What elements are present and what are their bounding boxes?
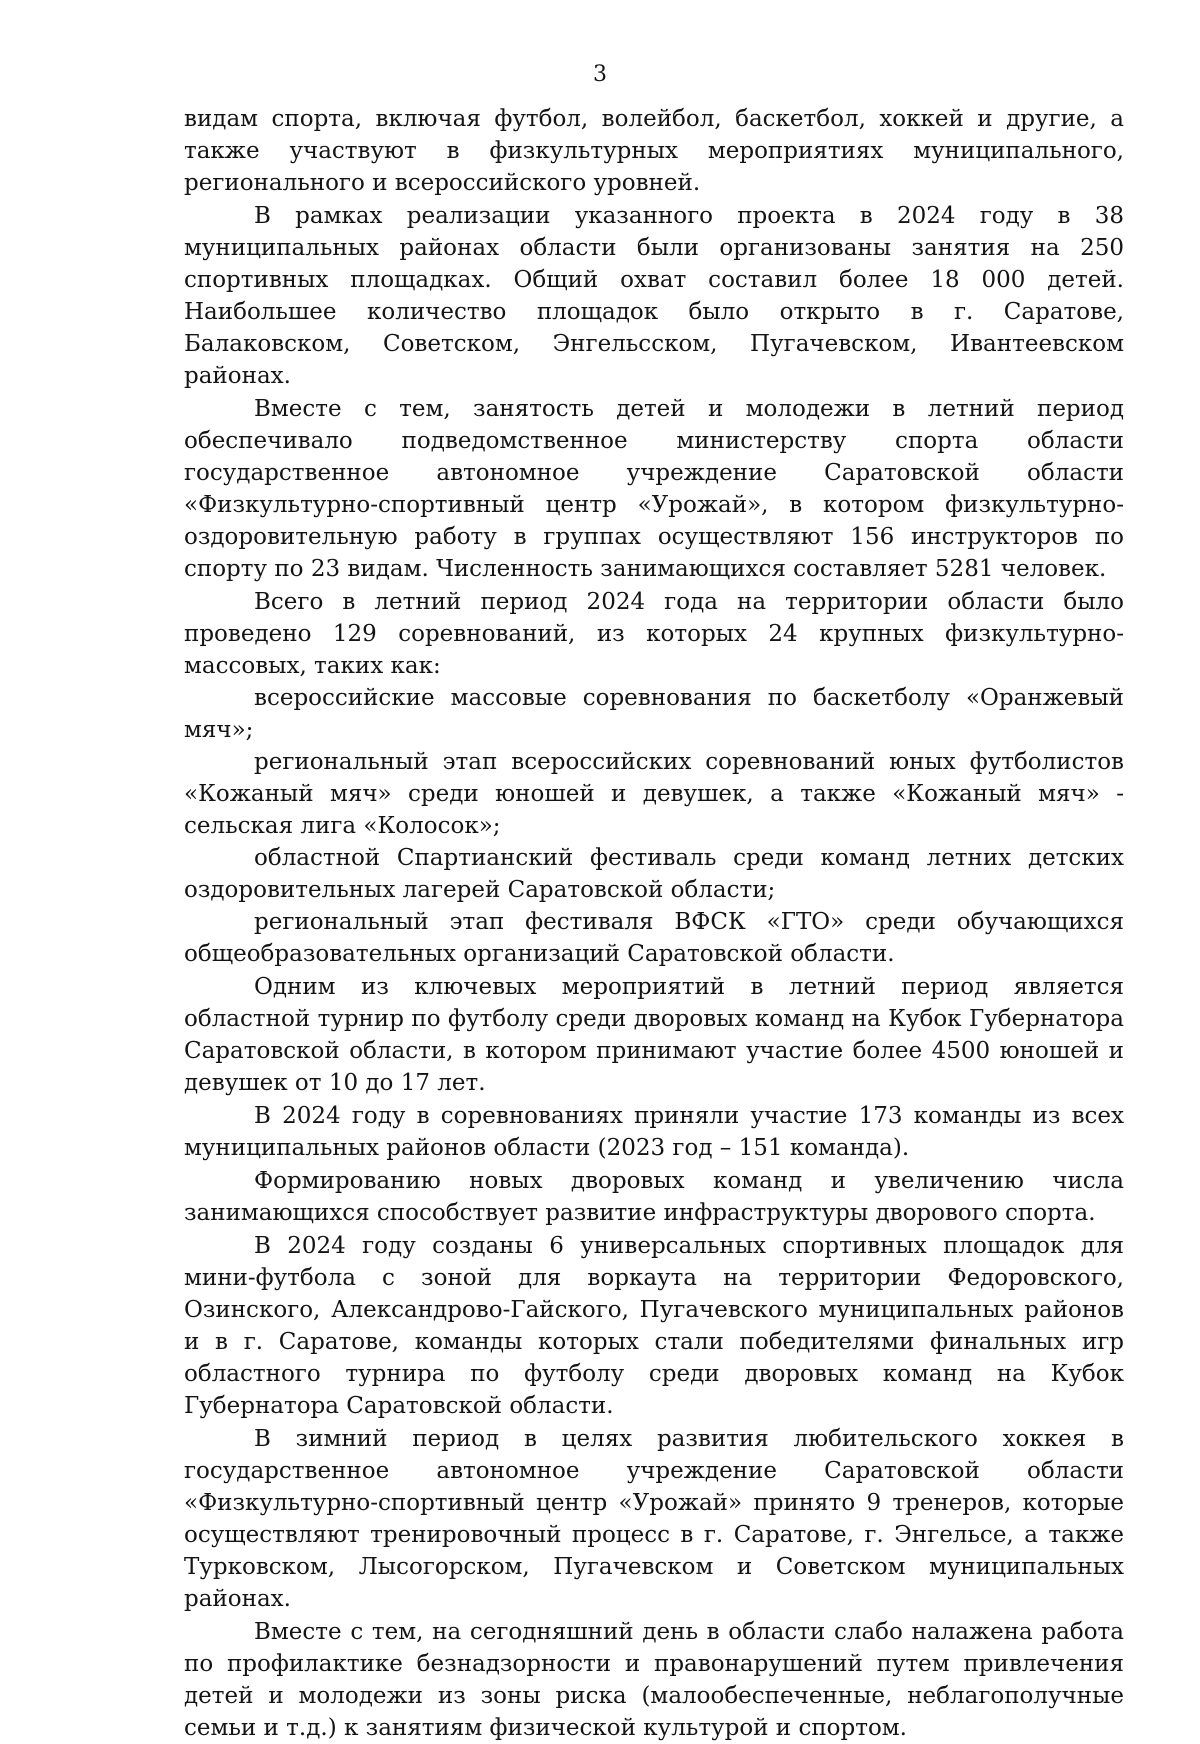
list-item-gto-festival: региональный этап фестиваля ВФСК «ГТО» среди обучающихся общеобразовательных организаций Саратовской области. bbox=[184, 909, 1124, 967]
document-body bbox=[184, 103, 1124, 1744]
list-item-orange-ball: всероссийские массовые соревнования по баскетболу «Оранжевый мяч»; bbox=[184, 685, 1124, 743]
list-item-spartian-festival: областной Спартианский фестиваль среди команд летних детских оздоровительных лагерей Саратовской области; bbox=[184, 845, 1124, 903]
paragraph-urozhai-center: Вместе с тем, занятость детей и молодежи в летний период обеспечивало подведомственное министерству спорта области государственное автономное учреждение Саратовской области «Физкультурно-спортивный центр «Урожай», в котором физкультурно-оздоровительную работу в группах осуществляют 156 инструкторов по спорту по 23 видам. Численность занимающихся составляет 5281 человек. bbox=[184, 396, 1124, 582]
paragraph-governor-cup: Одним из ключевых мероприятий в летний период является областной турнир по футболу среди дворовых команд на Кубок Губернатора Саратовской области, в котором принимают участие более 4500 юношей и девушек от 10 до 17 лет. bbox=[184, 974, 1124, 1096]
paragraph-hockey-coaches: В зимний период в целях развития любительского хоккея в государственное автономное учреждение Саратовской области «Физкультурно-спортивный центр «Урожай» принято 9 тренеров, которые осуществляют тренировочный процесс в г. Саратове, г. Энгельсе, а также Турковском, Лысогорском, Пугачевском и Советском муниципальных районах. bbox=[184, 1426, 1124, 1612]
paragraph-prevention-issues: Вместе с тем, на сегодняшний день в области слабо налажена работа по профилактике безнадзорности и правонарушений путем привлечения детей и молодежи из зоны риска (малообеспеченные, неблагополучные семьи и т.д.) к занятиям физической культурой и спортом. bbox=[184, 1619, 1124, 1741]
paragraph-new-fields: В 2024 году созданы 6 универсальных спортивных площадок для мини-футбола с зоной для воркаута на территории Федоровского, Озинского, Александрово-Гайского, Пугачевского муниципальных районов и в г. Саратове, команды которых стали победителями финальных игр областного турнира по футболу среди дворовых команд на Кубок Губернатора Саратовской области. bbox=[184, 1233, 1124, 1419]
paragraph-project-results: В рамках реализации указанного проекта в 2024 году в 38 муниципальных районах области были организованы занятия на 250 спортивных площадках. Общий охват составил более 18 000 детей. Наибольшее количество площадок было открыто в г. Саратове, Балаковском, Советском, Энгельсском, Пугачевском, Ивантеевском районах. bbox=[184, 203, 1124, 389]
paragraph-infrastructure: Формированию новых дворовых команд и увеличению числа занимающихся способствует развитие инфраструктуры дворового спорта. bbox=[184, 1168, 1124, 1226]
page-number: 3 bbox=[593, 62, 607, 87]
list-item-leather-ball: региональный этап всероссийских соревнований юных футболистов «Кожаный мяч» среди юношей и девушек, а также «Кожаный мяч» - сельская лига «Колосок»; bbox=[184, 749, 1124, 839]
paragraph-teams-count: В 2024 году в соревнованиях приняли участие 173 команды из всех муниципальных районов области (2023 год – 151 команда). bbox=[184, 1103, 1124, 1161]
paragraph-continuation: видам спорта, включая футбол, волейбол, баскетбол, хоккей и другие, а также участвуют в физкультурных мероприятиях муниципального, регионального и всероссийского уровней. bbox=[184, 106, 1124, 196]
paragraph-competitions-total: Всего в летний период 2024 года на территории области было проведено 129 соревнований, из которых 24 крупных физкультурно-массовых, таких как: bbox=[184, 589, 1124, 679]
